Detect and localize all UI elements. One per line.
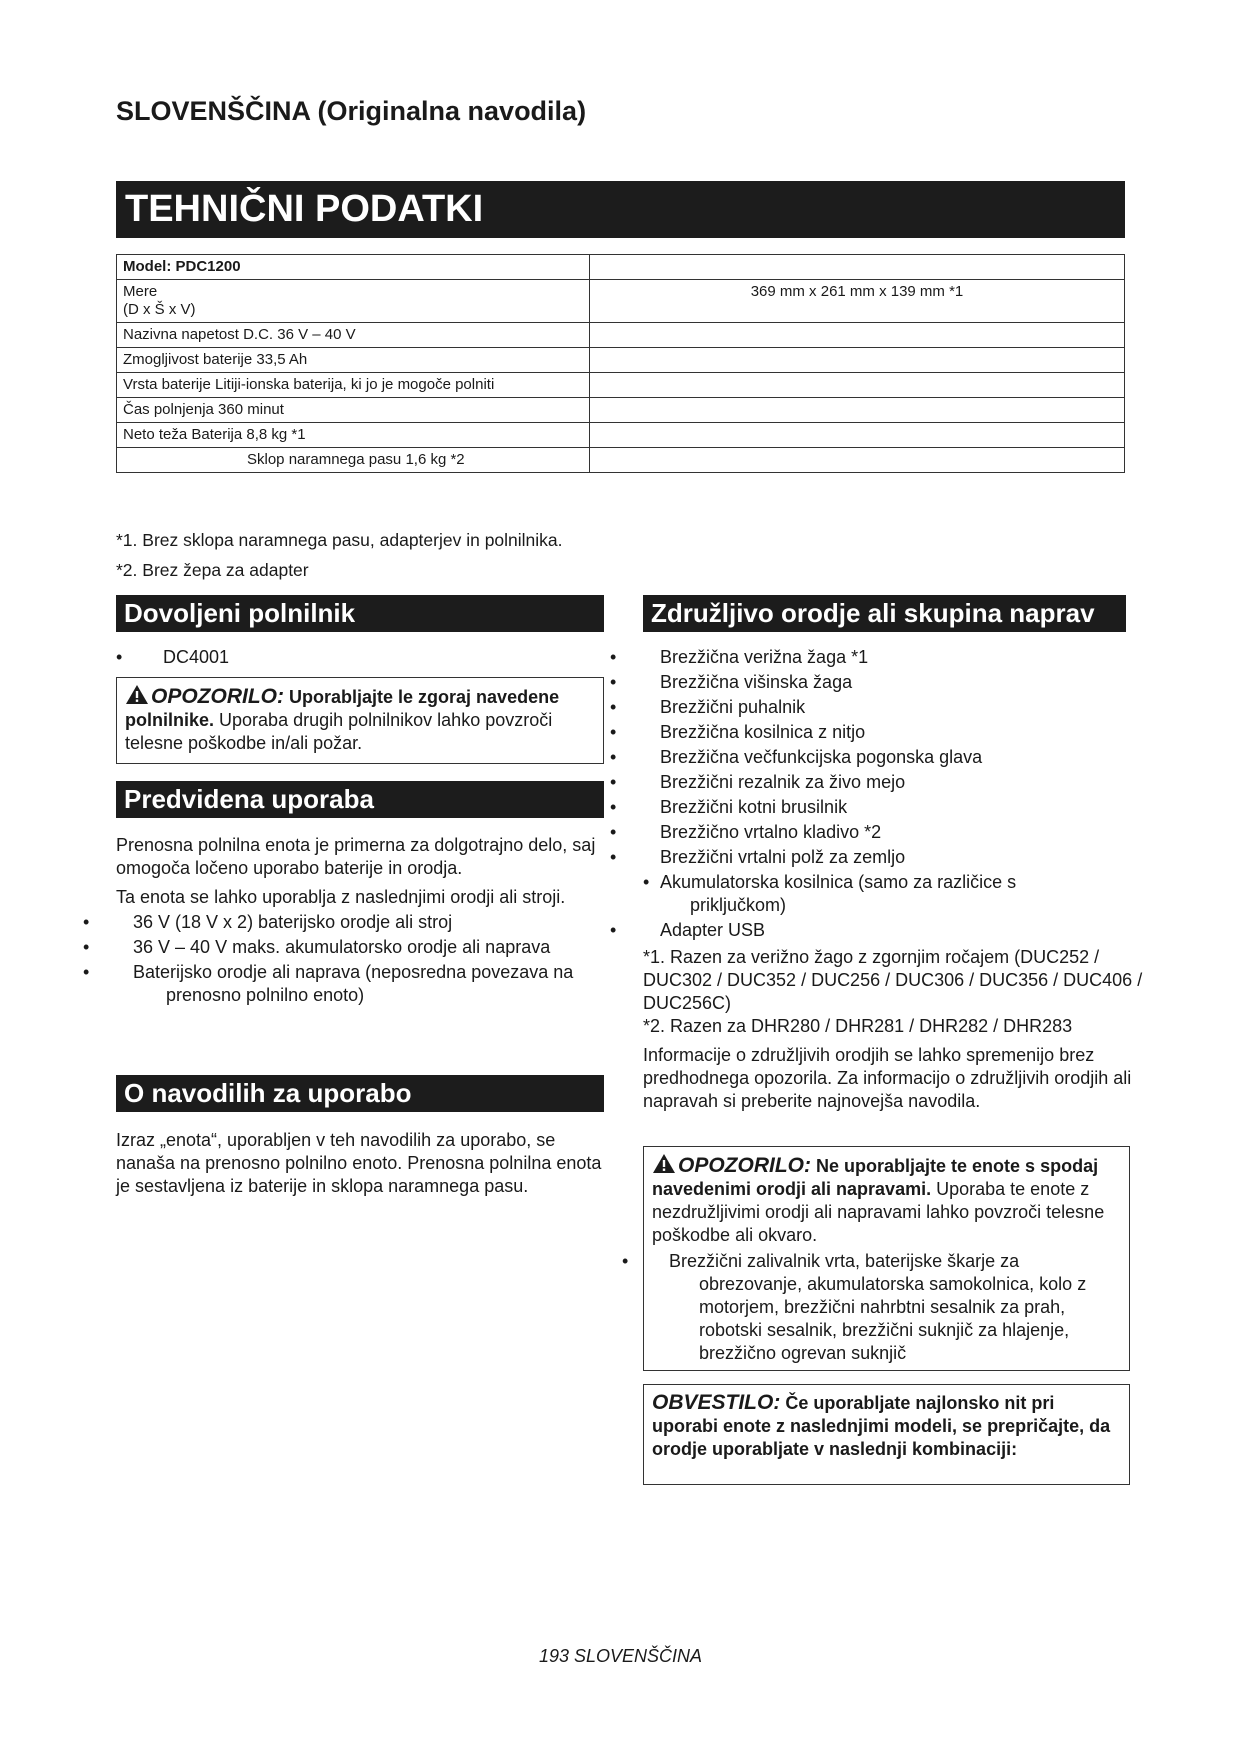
warning-text: Uporaba drugih polnilnikov lahko povzroči telesne poškodbe in/ali požar. [125,710,553,753]
dimensions-value: 369 mm x 261 mm x 139 mm *1 [590,280,1125,323]
table-row [117,323,1125,348]
list-item: • DC4001 [116,647,230,667]
list-item: • Akumulatorska kosilnica (samo za različice s priključkom) [643,871,1143,917]
section-heading-compatible-tools: Združljivo orodje ali skupina naprav [643,595,1126,632]
specifications-table [116,254,1125,473]
net-weight-cell: Neto teža Baterija 8,8 kg *1 [117,423,590,448]
capacity-cell: Zmogljivost baterije 33,5 Ah [117,348,590,373]
charger-list [116,646,604,669]
paragraph: Ta enota se lahko uporablja z naslednjimi orodji ali stroji. [116,887,566,907]
list-item: • Brezžični rezalnik za živo mejo [643,771,1143,794]
table-row [117,448,1125,473]
page-number: 193 SLOVENŠČINA [538,1646,703,1666]
warning-text: Uporaba te enote z nezdružljivimi orodji ali napravami lahko povzroči telesne poškodbe ali okvaro. [652,1179,1105,1245]
table-row [117,255,1125,280]
list-item: • Adapter USB [643,919,1143,942]
warning-bold-text: Ne uporabljajte te enote s spodaj navedenimi orodji ali napravami. [652,1156,1099,1199]
warning-triangle-icon [125,684,149,705]
warning-label: OPOZORILO: [678,1154,811,1177]
battery-type-cell: Vrsta baterije Litiji-ionska baterija, ki jo je mogoče polniti [117,373,590,398]
table-row [117,373,1125,398]
list-item: • Brezžični puhalnik [643,696,1143,719]
about-manual-paragraph: Izraz „enota“, uporabljen v teh navodilih za uporabo, se nanaša na prenosno polnilno enoto. Prenosna polnilna enota je sestavljena iz baterije in sklopa naramnega pasu. [116,1130,602,1196]
list-item: • Baterijsko orodje ali naprava (neposredna povezava na prenosno polnilno enoto) [116,961,610,1007]
compatible-warning-box [643,1146,1130,1371]
table-row [117,280,1125,323]
table-row [117,398,1125,423]
main-heading: TEHNIČNI PODATKI [125,188,484,230]
warning-bold-text: Uporabljajte le zgoraj navedene polnilnike. [125,687,560,730]
main-heading-banner [116,181,1125,238]
model-cell: Model: PDC1200 [117,255,590,280]
list-item: • 36 V – 40 V maks. akumulatorsko orodje ali naprava [116,936,610,959]
charger-warning-box [116,677,604,764]
footnote-2: *2. Brez žepa za adapter [116,560,309,580]
compatible-tools-list [643,646,1143,1113]
table-row [117,423,1125,448]
paragraph: Prenosna polnilna enota je primerna za dolgotrajno delo, saj omogoča ločeno uporabo baterije in orodja. [116,835,596,878]
notice-label: OBVESTILO: [652,1391,781,1414]
intended-use-body [116,834,610,1007]
list-item: • Brezžični kotni brusilnik [643,796,1143,819]
footnote: *2. Razen za DHR280 / DHR281 / DHR282 / DHR283 [643,1016,1073,1036]
table-row [117,348,1125,373]
footnote: *1. Razen za verižno žago z zgornjim ročajem (DUC252 / DUC302 / DUC352 / DUC256 / DUC306 / DUC356 / DUC406 / DUC256C) [643,947,1143,1013]
language-title: SLOVENŠČINA (Originalna navodila) [116,96,587,126]
warning-label: OPOZORILO: [151,685,284,708]
compatibility-info: Informacije o združljivih orodjih se lahko spremenijo brez predhodnega opozorila. Za informacijo o združljivih orodjih ali napravah si preberite najnovejša navodila. [643,1045,1132,1111]
list-item: • Brezžični zalivalnik vrta, baterijske škarje za obrezovanje, akumulatorska samokolnica, kolo z motorjem, brezžični nahrbtni sesalnik za prah, robotski sesalnik, brezžični suknjič za hlajenje, brezžično ogrevan suknjič [652,1250,1121,1365]
notice-box [643,1384,1130,1485]
list-item: • Brezžična verižna žaga *1 [643,646,1143,669]
list-item: • Brezžična višinska žaga [643,671,1143,694]
section-heading-chargers: Dovoljeni polnilnik [116,595,604,632]
charge-time-cell: Čas polnjenja 360 minut [117,398,590,423]
voltage-cell: Nazivna napetost D.C. 36 V – 40 V [117,323,590,348]
section-heading-intended-use: Predvidena uporaba [116,781,604,818]
section-heading-about-manual: O navodilih za uporabo [116,1075,604,1112]
list-item: • Brezžična kosilnica z nitjo [643,721,1143,744]
list-item: • Brezžična večfunkcijska pogonska glava [643,746,1143,769]
list-item: • Brezžični vrtalni polž za zemljo [643,846,1143,869]
warning-triangle-icon [652,1153,676,1174]
dimensions-label: Mere (D x Š x V) [117,280,590,323]
strap-weight-cell: Sklop naramnega pasu 1,6 kg *2 [117,448,590,473]
list-item: • 36 V (18 V x 2) baterijsko orodje ali stroj [116,911,610,934]
list-item: • Brezžično vrtalno kladivo *2 [643,821,1143,844]
footnote-1: *1. Brez sklopa naramnega pasu, adapterjev in polnilnika. [116,530,563,550]
notice-text: Če uporabljate najlonsko nit pri uporabi enote z naslednjimi modeli, se prepričajte, da orodje uporabljate v naslednji kombinaciji: [652,1393,1111,1459]
